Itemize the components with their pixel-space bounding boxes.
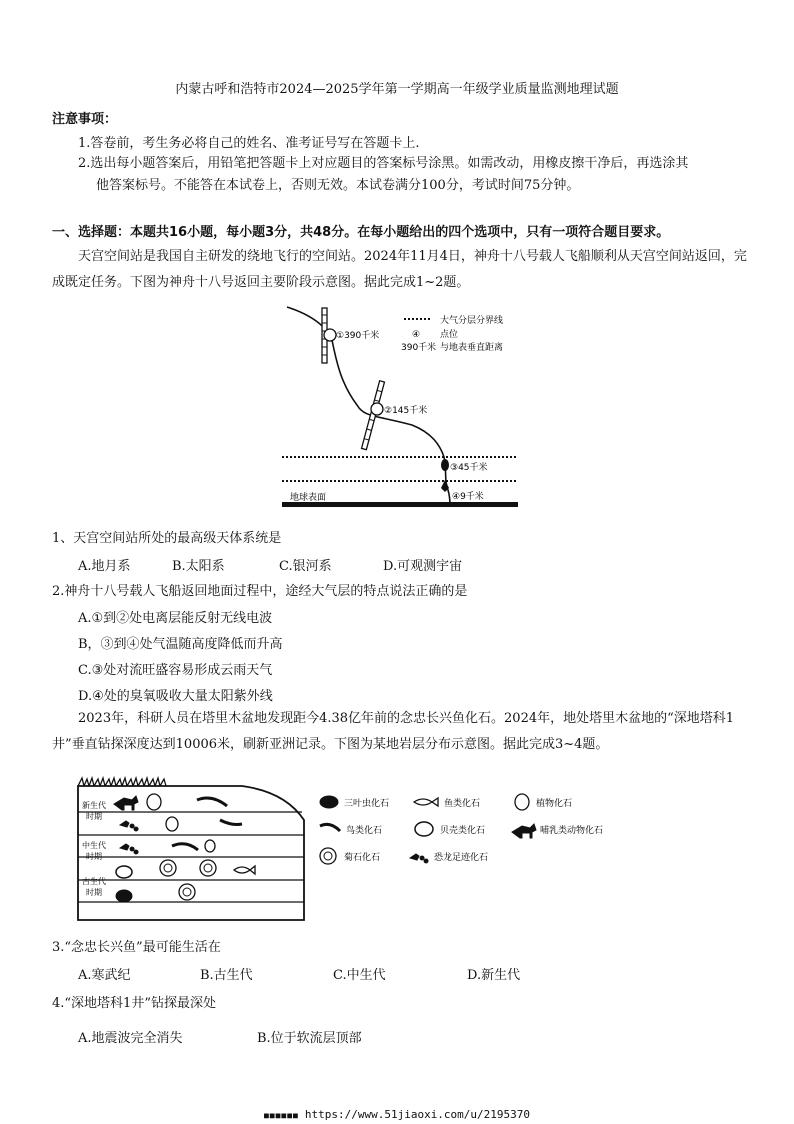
- q1-option-d: D.可观测宇宙: [383, 559, 463, 574]
- legend-dino-label: 恐龙足迹化石: [434, 853, 489, 863]
- trilobite-fossil-icon: [116, 890, 132, 902]
- legend-mammal-icon: [512, 824, 536, 838]
- notice-item-2-line1: 2.选出每小题答案后，用铅笔把答题卡上对应题目的答案标号涂黑。如需改动，用橡皮擦干净后，再选涂其: [78, 156, 689, 171]
- point-2-label: ②145千米: [384, 406, 428, 416]
- point-4-label: ④9千米: [452, 492, 484, 502]
- question-4-stem: 4.“深地塔科1井”钻探最深处: [52, 996, 216, 1011]
- q2-option-a: A.①到②处电离层能反射无线电波: [78, 611, 273, 626]
- era-mesozoic-label-2: 时期: [86, 852, 102, 861]
- legend-circle-symbol: ④: [412, 330, 421, 340]
- notice-item-2: [78, 153, 758, 197]
- q3-option-a: A.寒武纪: [78, 968, 131, 983]
- section-heading: 一、选择题：本题共16小题，每小题3分，共48分。在每小题给出的四个选项中，只有一项符合题目要求。: [52, 225, 670, 240]
- legend-ammonite-icon: [320, 848, 336, 864]
- q4-option-a: A.地震波完全消失: [78, 1031, 183, 1046]
- era-paleozoic-label-2: 时期: [86, 888, 102, 897]
- notice-item-1: 1.答卷前，考生务必将自己的姓名、准考证号写在答题卡上.: [78, 136, 420, 151]
- q3-option-d: D.新生代: [467, 968, 521, 983]
- question-2-stem: 2.神舟十八号载人飞船返回地面过程中，途经大气层的特点说法正确的是: [52, 584, 468, 599]
- legend-fish-icon: [414, 798, 438, 806]
- notice-item-2-line2: 他答案标号。不能答在本试卷上，否则无效。本试卷满分100分，考试时间75分钟。: [96, 178, 580, 193]
- spacecraft-icon-1: [322, 308, 336, 363]
- point-3-label: ③45千米: [450, 463, 488, 473]
- spacecraft-icon-2: [362, 381, 385, 450]
- legend-bird-icon: [320, 824, 340, 831]
- q2-option-d: D.④处的臭氧吸收大量太阳紫外线: [78, 689, 273, 704]
- q1-option-c: C.银河系: [279, 559, 332, 574]
- rock-strata-figure: [72, 772, 632, 922]
- legend-distance-label: 与地表垂直距离: [440, 343, 504, 353]
- q1-option-b: B.太阳系: [172, 559, 225, 574]
- q1-option-a: A.地月系: [78, 559, 131, 574]
- legend-trilobite-icon: [320, 796, 338, 808]
- intro-paragraph-2: 2023年，科研人员在塔里木盆地发现距今4.38亿年前的念忠长兴鱼化石。2024年，地处塔里木盆地的“深地塔科1井”垂直钻探深度达到10006米，刷新亚洲记录。下图为某地岩层分布示意图。据此完成3~4题。: [52, 711, 735, 752]
- legend-mammal-label: 哺乳类动物化石: [540, 826, 604, 836]
- era-cenozoic-label-2: 时期: [86, 812, 102, 821]
- return-stages-figure: [282, 305, 518, 517]
- legend-shell-icon: [415, 822, 433, 836]
- legend-plant-label: 植物化石: [536, 799, 573, 809]
- legend-line-label: 大气分层分界线: [440, 316, 504, 326]
- q3-option-b: B.古生代: [200, 968, 253, 983]
- legend-ammonite-label: 菊石化石: [344, 853, 381, 863]
- q2-option-b: B，③到④处气温随高度降低而升高: [78, 637, 283, 652]
- era-paleozoic-label-1: 古生代: [82, 877, 106, 886]
- legend-plant-icon: [515, 794, 529, 810]
- point-1-label: ①390千米: [336, 331, 380, 341]
- legend-dino-icon: [410, 854, 428, 863]
- page-footer: [0, 1108, 794, 1121]
- legend-distance-value: 390千米: [401, 343, 437, 353]
- q3-option-c: C.中生代: [333, 968, 386, 983]
- legend-fish-label: 鱼类化石: [444, 799, 481, 809]
- footer-url[interactable]: https://www.51jiaoxi.com/u/2195370: [304, 1108, 531, 1121]
- legend-point-label: 点位: [440, 330, 459, 340]
- legend-shell-label: 贝壳类化石: [440, 826, 486, 836]
- q4-option-b: B.位于软流层顶部: [257, 1031, 362, 1046]
- notice-heading: 注意事项：: [52, 112, 118, 127]
- capsule-icon: [441, 459, 449, 471]
- question-3-stem: 3.“念忠长兴鱼”最可能生活在: [52, 940, 221, 955]
- era-cenozoic-label-1: 新生代: [82, 801, 106, 810]
- legend-bird-label: 鸟类化石: [346, 826, 383, 836]
- earth-surface-label: 地球表面: [290, 493, 327, 503]
- exam-title: 内蒙古呼和浩特市2024—2025学年第一学期高一年级学业质量监测地理试题: [175, 82, 619, 97]
- intro-paragraph-1: 天宫空间站是我国自主研发的绕地飞行的空间站。2024年11月4日，神舟十八号载人飞船顺利从天宫空间站返回，完成既定任务。下图为神舟十八号返回主要阶段示意图。据此完成1~2题。: [52, 249, 747, 290]
- question-1-stem: 1、天宫空间站所处的最高级天体系统是: [52, 531, 282, 546]
- footer-dots: ■■■■■■: [263, 1111, 299, 1120]
- q2-option-c: C.③处对流旺盛容易形成云雨天气: [78, 663, 273, 678]
- legend-trilobite-label: 三叶虫化石: [344, 799, 390, 809]
- era-mesozoic-label-1: 中生代: [82, 841, 106, 850]
